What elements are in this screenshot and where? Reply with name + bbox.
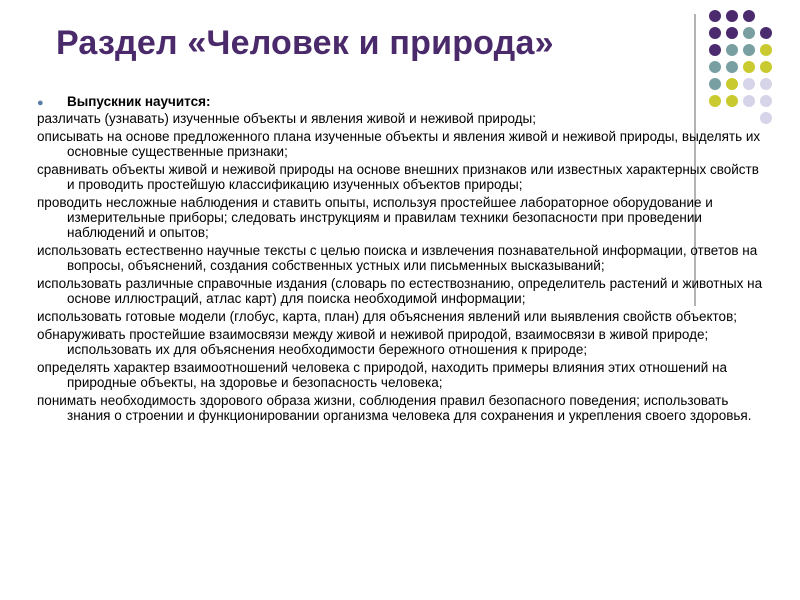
decor-dot [726, 44, 738, 56]
decor-dot [743, 61, 755, 73]
item-list [37, 111, 767, 423]
lead-text: Выпускник научится: [67, 94, 211, 109]
decor-dot [760, 61, 772, 73]
decor-dot [709, 44, 721, 56]
list-item: сравнивать объекты живой и неживой природы на основе внешних признаков или известных характерных свойств и проводить простейшую классификацию изученных объектов природы; [37, 162, 759, 192]
decor-dot [760, 78, 772, 90]
decor-dot [726, 27, 738, 39]
list-item: использовать различные справочные издания (словарь по естествознанию, определитель растений и животных на основе иллюстраций, атлас карт) для поиска необходимой информации; [37, 276, 763, 306]
list-item: проводить несложные наблюдения и ставить опыты, используя простейшее лабораторное оборудование и измерительные приборы; следовать инструкциям и правилам техники безопасности при проведении наблюдений и опытов; [37, 195, 713, 240]
decor-dot [743, 78, 755, 90]
decor-dot [760, 10, 772, 22]
lead-line [37, 93, 767, 110]
decor-dot [760, 27, 772, 39]
list-item: определять характер взаимоотношений человека с природой, находить примеры влияния этих отношений на природные объекты, на здоровье и безопасность человека; [37, 360, 727, 390]
decor-dot [743, 44, 755, 56]
list-item: понимать необходимость здорового образа жизни, соблюдения правил безопасного поведения; использовать знания о строении и функционировании организма человека для сохранения и укрепления своего здоровья. [37, 393, 752, 423]
decor-dot [726, 10, 738, 22]
slide-content [37, 93, 767, 426]
list-item: различать (узнавать) изученные объекты и явления живой и неживой природы; [37, 111, 537, 126]
list-item: обнаруживать простейшие взаимосвязи между живой и неживой природой, взаимосвязи в живой природе; использовать их для объяснения необходимости бережного отношения к природе; [37, 327, 709, 357]
list-item: использовать естественно научные тексты с целью поиска и извлечения познавательной информации, ответов на вопросы, объяснений, создания собственных устных или письменных высказываний; [37, 243, 758, 273]
decor-dot [709, 27, 721, 39]
list-item: использовать готовые модели (глобус, карта, план) для объяснения явлений или выявления свойств объектов; [37, 309, 737, 324]
decor-dot [743, 10, 755, 22]
decor-dot [726, 61, 738, 73]
decor-dot [709, 10, 721, 22]
list-item: описывать на основе предложенного плана изученные объекты и явления живой и неживой природы, выделять их основные существенные признаки; [37, 129, 761, 159]
slide-title: Раздел «Человек и природа» [56, 24, 554, 62]
decor-dot [743, 27, 755, 39]
decor-dot [709, 78, 721, 90]
decor-dot [726, 78, 738, 90]
decor-dot [709, 61, 721, 73]
bullet-icon: ● [37, 97, 44, 109]
decor-dot [760, 44, 772, 56]
